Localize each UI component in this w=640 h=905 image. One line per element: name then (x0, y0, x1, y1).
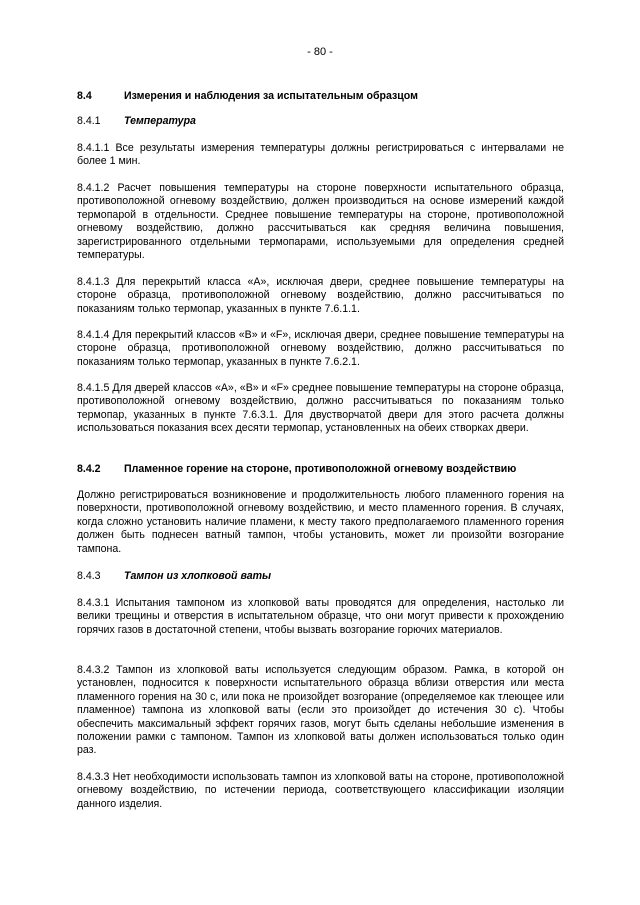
paragraph-8-4-3-2: 8.4.3.2 Тампон из хлопковой ваты используется следующим образом. Рамка, в которой он установлен, подносится к поверхности испытательного образца вблизи отверстия или места пламенного горения на 30 с, или пока не произойдет возгорание (определяемое как тлеющее или пламенное) тампона из хлопковой ваты (если это произойдет до истечения 30 с). Чтобы обеспечить максимальный эффект горячих газов, могут быть сделаны небольшие изменения в положении рамки с тампоном. Тампон из хлопковой ваты должен использоваться только один раз. (77, 664, 564, 757)
paragraph-8-4-2: Должно регистрироваться возникновение и продолжительность любого пламенного горения на поверхности, противоположной огневому воздействию, и место пламенного горения. В случаях, когда сложно установить наличие пламени, к месту такого предполагаемого пламенного горения должен быть поднесен ватный тампон, чтобы установить, может ли произойти возгорание тампона. (77, 489, 564, 555)
paragraph-8-4-1-2: 8.4.1.2 Расчет повышения температуры на стороне поверхности испытательного образца, противоположной огневому воздействию, должен производиться на основе измерений каждой термопарой в отдельности. Среднее повышение температуры на стороне, противоположной огневому воздействию, должно рассчитываться как средняя величина повышения, зарегистрированного отдельными термопарами, используемыми для определения средней температуры. (77, 182, 564, 262)
paragraph-8-4-1-4: 8.4.1.4 Для перекрытий классов «В» и «F», исключая двери, среднее повышение температуры на стороне образца, противоположной огневому воздействию, должно рассчитываться по показаниям только термопар, указанных в пункте 7.6.2.1. (77, 329, 564, 368)
paragraph-8-4-1-5: 8.4.1.5 Для дверей классов «А», «В» и «F» среднее повышение температуры на стороне образца, противоположной огневому воздействию, должно рассчитываться по показаниям только термопар, указанных в пункте 7.6.3.1. Для двустворчатой двери для этого расчета должны использоваться показания всех десяти термопар, установленных на обеих створках двери. (77, 382, 564, 435)
heading-8-4-2 (77, 463, 564, 476)
paragraph-8-4-1-3: 8.4.1.3 Для перекрытий класса «А», исключая двери, среднее повышение температуры на стороне образца, противоположной огневому воздействию, должно рассчитываться по показаниям только термопар, указанных в пункте 7.6.1.1. (77, 276, 564, 315)
heading-8-4 (77, 90, 564, 103)
paragraph-8-4-3-1: 8.4.3.1 Испытания тампоном из хлопковой ваты проводятся для определения, настолько ли велики трещины и отверстия в испытательном образце, что они могут привести к прохождению горячих газов в достаточной степени, чтобы вызвать возгорание горючих материалов. (77, 597, 564, 636)
section-title: Измерения и наблюдения за испытательным образцом (124, 90, 418, 102)
section-number: 8.4 (77, 90, 92, 102)
heading-8-4-3 (77, 570, 564, 583)
section-title: Температура (124, 115, 196, 127)
section-title: Тампон из хлопковой ваты (124, 570, 272, 582)
paragraph-8-4-1-1: 8.4.1.1 Все результаты измерения температуры должны регистрироваться с интервалами не более 1 мин. (77, 142, 564, 168)
page-number: - 80 - (307, 46, 333, 58)
section-number: 8.4.2 (77, 463, 101, 475)
paragraph-8-4-3-3: 8.4.3.3 Нет необходимости использовать тампон из хлопковой ваты на стороне, противоположной огневому воздействию, по истечении периода, соответствующего классификации изоляции данного изделия. (77, 771, 564, 810)
heading-8-4-1 (77, 115, 564, 128)
section-number: 8.4.3 (77, 570, 101, 582)
section-number: 8.4.1 (77, 115, 101, 127)
section-title: Пламенное горение на стороне, противоположной огневому воздействию (124, 463, 517, 475)
